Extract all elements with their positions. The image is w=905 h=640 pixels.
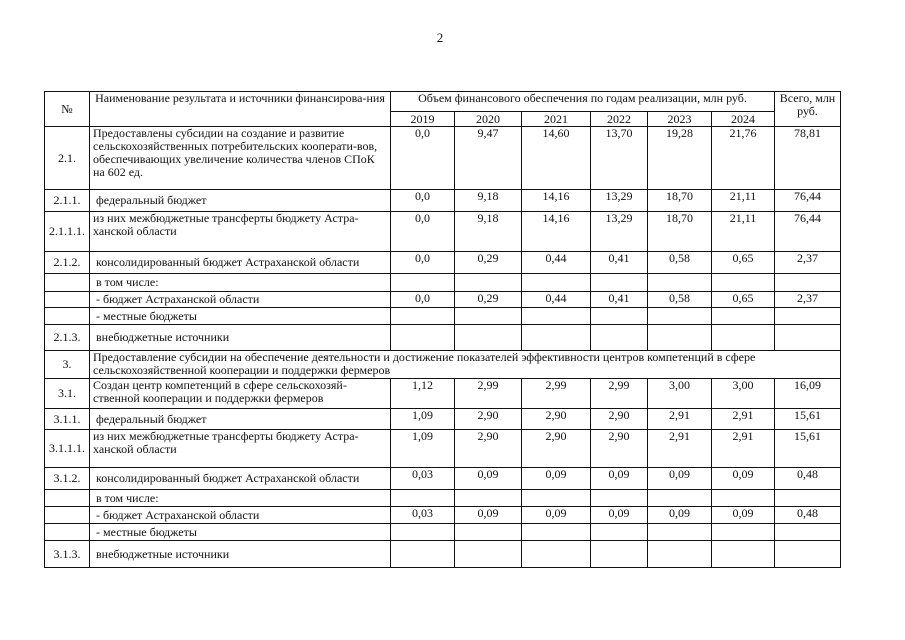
- value-2023: 0,09: [648, 507, 712, 524]
- value-2020: 9,47: [455, 127, 522, 190]
- value-2023: [648, 308, 712, 325]
- row-code: 3.1.3.: [45, 541, 90, 568]
- value-total: 15,61: [775, 409, 841, 430]
- value-total: [775, 541, 841, 568]
- row-name: в том числе:: [90, 490, 391, 507]
- value-2024: [712, 274, 775, 292]
- row-name: из них межбюджетные трансферты бюджету Астра-ханской области: [90, 212, 391, 252]
- header-funding-group: Объем финансового обеспечения по годам реализации, млн руб.: [391, 92, 775, 112]
- value-2023: [648, 325, 712, 351]
- value-2023: 2,91: [648, 409, 712, 430]
- value-2020: [455, 524, 522, 541]
- value-2024: 0,09: [712, 507, 775, 524]
- value-2019: [391, 524, 455, 541]
- table-row: [45, 351, 841, 379]
- value-2023: 0,58: [648, 252, 712, 274]
- row-name: - местные бюджеты: [90, 524, 391, 541]
- header-year-2020: 2020: [455, 112, 522, 127]
- row-name: консолидированный бюджет Астраханской области: [90, 252, 391, 274]
- value-2019: 1,12: [391, 379, 455, 409]
- row-code: 2.1.1.1.: [45, 212, 90, 252]
- table-row: [45, 212, 841, 252]
- value-total: 78,81: [775, 127, 841, 190]
- value-total: 16,09: [775, 379, 841, 409]
- row-code: 3.: [45, 351, 90, 379]
- value-2021: 2,90: [522, 430, 591, 468]
- row-name: федеральный бюджет: [90, 190, 391, 212]
- row-name: из них межбюджетные трансферты бюджету Астра-ханской области: [90, 430, 391, 468]
- row-code: 2.1.3.: [45, 325, 90, 351]
- value-2019: 0,0: [391, 252, 455, 274]
- value-2022: 0,41: [591, 252, 648, 274]
- table-row: [45, 308, 841, 325]
- value-2020: 0,29: [455, 252, 522, 274]
- table-row: [45, 252, 841, 274]
- value-2022: 0,09: [591, 507, 648, 524]
- row-name: внебюджетные источники: [90, 325, 391, 351]
- header-number: №: [45, 92, 90, 127]
- table-row: [45, 190, 841, 212]
- row-name: внебюджетные источники: [90, 541, 391, 568]
- value-2024: 21,76: [712, 127, 775, 190]
- value-total: 76,44: [775, 190, 841, 212]
- value-2021: [522, 524, 591, 541]
- table-row: [45, 468, 841, 490]
- section-title: Предоставление субсидии на обеспечение деятельности и достижение показателей эффективности центров компетенций в сфере сельскохозяйственной кооперации и поддержки фермеров: [90, 351, 841, 379]
- value-2020: 0,09: [455, 507, 522, 524]
- row-code: 3.1.1.1.: [45, 430, 90, 468]
- value-2020: [455, 541, 522, 568]
- value-2024: 3,00: [712, 379, 775, 409]
- value-2021: [522, 274, 591, 292]
- value-2023: 19,28: [648, 127, 712, 190]
- value-2024: 0,65: [712, 252, 775, 274]
- value-2019: [391, 308, 455, 325]
- value-total: 15,61: [775, 430, 841, 468]
- value-2021: 2,99: [522, 379, 591, 409]
- value-2020: 9,18: [455, 212, 522, 252]
- header-year-2022: 2022: [591, 112, 648, 127]
- value-2021: [522, 325, 591, 351]
- header-name: Наименование результата и источники финансирова-ния: [90, 92, 391, 127]
- value-2023: 0,09: [648, 468, 712, 490]
- value-2022: 2,99: [591, 379, 648, 409]
- value-2021: [522, 541, 591, 568]
- value-2019: 0,0: [391, 127, 455, 190]
- value-2024: [712, 524, 775, 541]
- value-2022: [591, 524, 648, 541]
- row-name: - бюджет Астраханской области: [90, 507, 391, 524]
- value-2023: [648, 524, 712, 541]
- value-2022: 0,41: [591, 292, 648, 308]
- row-code: 2.1.1.: [45, 190, 90, 212]
- header-year-2023: 2023: [648, 112, 712, 127]
- value-2020: 2,90: [455, 409, 522, 430]
- value-2021: 0,09: [522, 507, 591, 524]
- table-row: [45, 379, 841, 409]
- value-total: 76,44: [775, 212, 841, 252]
- value-2020: [455, 325, 522, 351]
- value-2020: 0,29: [455, 292, 522, 308]
- value-2024: 21,11: [712, 190, 775, 212]
- table-body: [45, 127, 841, 568]
- value-2024: [712, 308, 775, 325]
- value-2021: 0,09: [522, 468, 591, 490]
- value-total: [775, 274, 841, 292]
- value-2022: 13,29: [591, 190, 648, 212]
- value-2019: 1,09: [391, 409, 455, 430]
- value-2020: 2,99: [455, 379, 522, 409]
- header-year-2024: 2024: [712, 112, 775, 127]
- value-2023: 0,58: [648, 292, 712, 308]
- value-2019: 1,09: [391, 430, 455, 468]
- value-2021: 14,16: [522, 190, 591, 212]
- value-2020: [455, 308, 522, 325]
- value-2019: 0,03: [391, 468, 455, 490]
- value-2021: 14,16: [522, 212, 591, 252]
- row-name: в том числе:: [90, 274, 391, 292]
- value-2019: 0,0: [391, 292, 455, 308]
- value-total: 2,37: [775, 292, 841, 308]
- row-code: 3.1.2.: [45, 468, 90, 490]
- table-row: [45, 430, 841, 468]
- table-row: [45, 127, 841, 190]
- value-2019: 0,03: [391, 507, 455, 524]
- row-code: 3.1.1.: [45, 409, 90, 430]
- value-2019: [391, 541, 455, 568]
- value-2022: 13,29: [591, 212, 648, 252]
- row-name: консолидированный бюджет Астраханской области: [90, 468, 391, 490]
- value-2020: 9,18: [455, 190, 522, 212]
- row-code: [45, 274, 90, 292]
- header-total: Всего, млн руб.: [775, 92, 841, 127]
- value-2024: 0,65: [712, 292, 775, 308]
- value-2022: 2,90: [591, 409, 648, 430]
- value-2024: 2,91: [712, 430, 775, 468]
- value-2022: [591, 308, 648, 325]
- value-2023: [648, 274, 712, 292]
- value-2024: [712, 490, 775, 507]
- value-2021: 0,44: [522, 292, 591, 308]
- value-2023: [648, 541, 712, 568]
- table-row: [45, 524, 841, 541]
- value-2022: 0,09: [591, 468, 648, 490]
- value-2022: [591, 274, 648, 292]
- value-2024: 0,09: [712, 468, 775, 490]
- value-2020: 2,90: [455, 430, 522, 468]
- row-name: Создан центр компетенций в сфере сельскохозяй-ственной кооперации и поддержки фермеров: [90, 379, 391, 409]
- row-code: 2.1.: [45, 127, 90, 190]
- value-2019: [391, 490, 455, 507]
- row-code: 2.1.2.: [45, 252, 90, 274]
- row-code: [45, 524, 90, 541]
- value-2024: [712, 541, 775, 568]
- page-number: 2: [436, 30, 444, 45]
- row-name: федеральный бюджет: [90, 409, 391, 430]
- value-total: [775, 308, 841, 325]
- row-code: 3.1.: [45, 379, 90, 409]
- value-2019: [391, 274, 455, 292]
- row-name: - местные бюджеты: [90, 308, 391, 325]
- value-2024: 2,91: [712, 409, 775, 430]
- value-2024: [712, 325, 775, 351]
- value-2023: 2,91: [648, 430, 712, 468]
- row-name: - бюджет Астраханской области: [90, 292, 391, 308]
- value-2021: 0,44: [522, 252, 591, 274]
- value-2019: [391, 325, 455, 351]
- row-name: Предоставлены субсидии на создание и развитие сельскохозяйственных потребительских кооперати-вов, обеспечивающих увеличение количества членов СПоК на 602 ед.: [90, 127, 391, 190]
- value-2021: [522, 490, 591, 507]
- financing-table: [44, 91, 841, 568]
- row-code: [45, 507, 90, 524]
- value-2022: 2,90: [591, 430, 648, 468]
- value-2020: [455, 274, 522, 292]
- header-year-2019: 2019: [391, 112, 455, 127]
- value-2024: 21,11: [712, 212, 775, 252]
- value-2022: [591, 325, 648, 351]
- table-row: [45, 292, 841, 308]
- value-total: 0,48: [775, 507, 841, 524]
- table-header: [45, 92, 841, 127]
- value-total: 2,37: [775, 252, 841, 274]
- table-row: [45, 325, 841, 351]
- table-row: [45, 490, 841, 507]
- value-2019: 0,0: [391, 212, 455, 252]
- row-code: [45, 308, 90, 325]
- table-row: [45, 507, 841, 524]
- row-code: [45, 490, 90, 507]
- header-year-2021: 2021: [522, 112, 591, 127]
- row-code: [45, 292, 90, 308]
- value-total: [775, 490, 841, 507]
- value-2021: 14,60: [522, 127, 591, 190]
- value-total: 0,48: [775, 468, 841, 490]
- value-2022: [591, 541, 648, 568]
- value-2023: 18,70: [648, 190, 712, 212]
- value-2019: 0,0: [391, 190, 455, 212]
- table-row: [45, 541, 841, 568]
- value-2021: 2,90: [522, 409, 591, 430]
- value-2022: [591, 490, 648, 507]
- value-2021: [522, 308, 591, 325]
- value-2022: 13,70: [591, 127, 648, 190]
- value-total: [775, 325, 841, 351]
- value-2023: 3,00: [648, 379, 712, 409]
- value-total: [775, 524, 841, 541]
- table-row: [45, 409, 841, 430]
- value-2023: [648, 490, 712, 507]
- table-row: [45, 274, 841, 292]
- value-2023: 18,70: [648, 212, 712, 252]
- value-2020: 0,09: [455, 468, 522, 490]
- value-2020: [455, 490, 522, 507]
